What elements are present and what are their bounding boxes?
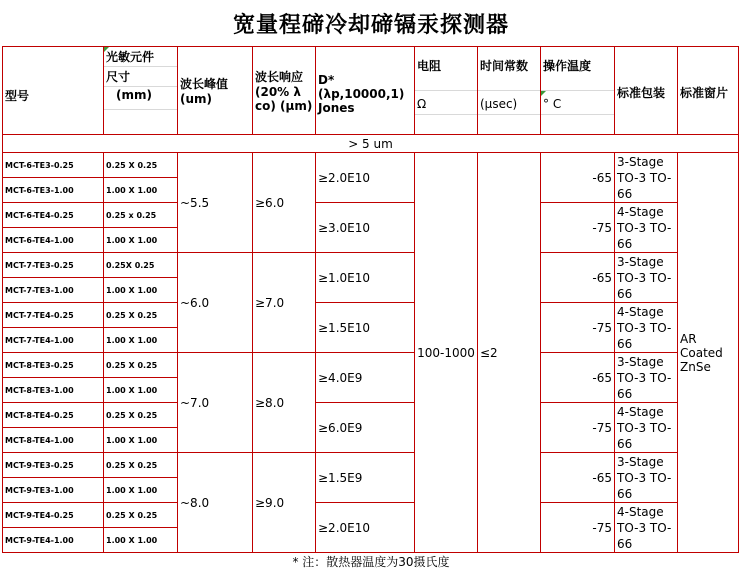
cell-size: 1.00 X 1.00 [104,528,178,553]
cell-peak: ~7.0 [178,353,253,453]
table-row [3,153,739,178]
cell-response-value: ≥6.0 [255,195,285,210]
cell-model: MCT-6-TE4-1.00 [3,228,104,253]
cell-op-temp: -75 [541,203,615,253]
cell-size: 1.00 X 1.00 [104,378,178,403]
cell-package: 4-Stage TO-3 TO-66 [615,403,678,453]
cell-size: 1.00 X 1.00 [104,328,178,353]
footnote: * 注：散热器温度为30摄氏度 [292,555,450,569]
cell-model: MCT-8-TE4-1.00 [3,428,104,453]
cell-response-value: ≥8.0 [255,395,285,410]
cell-peak: ~8.0 [178,453,253,553]
cell-model: MCT-7-TE4-1.00 [3,328,104,353]
cell-dstar: ≥3.0E10 [316,203,415,253]
cell-dstar: ≥1.5E9 [316,453,415,503]
header-time-const-label: 时间常数 [478,47,540,91]
cell-op-temp: -65 [541,153,615,203]
cell-model: MCT-6-TE4-0.25 [3,203,104,228]
cell-response [253,253,316,353]
header-dstar: D* (λp,10000,1) Jones [316,47,415,135]
cell-time-const: ≤2 [478,153,541,553]
cell-size: 0.25 X 0.25 [104,503,178,528]
cell-model: MCT-9-TE4-1.00 [3,528,104,553]
header-resistance-label: 电阻 [415,47,477,91]
cell-peak: ~5.5 [178,153,253,253]
header-op-temp-label: 操作温度 [541,47,614,91]
header-size-line1: 光敏元件 [104,47,177,67]
cell-size: 0.25 X 0.25 [104,303,178,328]
cell-size: 0.25 X 0.25 [104,453,178,478]
cell-model: MCT-6-TE3-1.00 [3,178,104,203]
band-label: > 5 um [3,135,739,153]
table-row [3,303,739,328]
cell-package: 4-Stage TO-3 TO-66 [615,503,678,553]
cell-package: 3-Stage TO-3 TO-66 [615,253,678,303]
cell-size: 0.25 X 0.25 [104,153,178,178]
cell-package: 4-Stage TO-3 TO-66 [615,203,678,253]
header-size-line3: (mm) [104,87,177,110]
cell-size: 0.25 x 0.25 [104,203,178,228]
cell-dstar: ≥2.0E10 [316,153,415,203]
table-row [3,503,739,528]
cell-op-temp: -65 [541,253,615,303]
cell-size: 1.00 X 1.00 [104,478,178,503]
cell-dstar: ≥1.0E10 [316,253,415,303]
table-row [3,403,739,428]
cell-size: 0.25 X 0.25 [104,353,178,378]
cell-response-value: ≥7.0 [255,295,285,310]
cell-op-temp: -65 [541,353,615,403]
cell-dstar: ≥1.5E10 [316,303,415,353]
header-size [104,47,178,135]
header-response: 波长响应(20% λ co) (μm) [253,47,316,135]
cell-model: MCT-9-TE3-1.00 [3,478,104,503]
header-time-const-unit: (μsec) [478,91,540,115]
cell-model: MCT-8-TE3-1.00 [3,378,104,403]
header-op-temp-unit: ° C [541,91,614,115]
cell-model: MCT-7-TE3-0.25 [3,253,104,278]
header-model: 型号 [3,47,104,135]
spec-table [2,46,739,553]
cell-package: 3-Stage TO-3 TO-66 [615,353,678,403]
page-title: 宽量程碲冷却碲镉汞探测器 [232,11,509,38]
cell-size: 1.00 X 1.00 [104,278,178,303]
cell-model: MCT-6-TE3-0.25 [3,153,104,178]
cell-model: MCT-7-TE4-0.25 [3,303,104,328]
cell-size: 0.25X 0.25 [104,253,178,278]
cell-response [253,453,316,553]
header-op-temp [541,47,615,135]
cell-model: MCT-9-TE4-0.25 [3,503,104,528]
cell-model: MCT-8-TE4-0.25 [3,403,104,428]
cell-op-temp: -65 [541,453,615,503]
cell-size: 1.00 X 1.00 [104,178,178,203]
cell-resistance: 100-1000 [415,153,478,553]
cell-op-temp: -75 [541,503,615,553]
cell-op-temp: -75 [541,403,615,453]
cell-op-temp: -75 [541,303,615,353]
cell-window: AR Coated ZnSe [678,153,739,553]
header-time-const [478,47,541,135]
cell-size: 1.00 X 1.00 [104,228,178,253]
cell-response-value: ≥9.0 [255,495,285,510]
table-row [3,253,739,278]
cell-size: 0.25 X 0.25 [104,403,178,428]
cell-model: MCT-7-TE3-1.00 [3,278,104,303]
cell-response [253,353,316,453]
cell-size: 1.00 X 1.00 [104,428,178,453]
header-peak: 波长峰值(um) [178,47,253,135]
header-size-line2: 尺寸 [104,67,177,87]
cell-dstar: ≥2.0E10 [316,503,415,553]
cell-response [253,153,316,253]
cell-dstar: ≥4.0E9 [316,353,415,403]
cell-package: 3-Stage TO-3 TO-66 [615,453,678,503]
cell-peak: ~6.0 [178,253,253,353]
table-row [3,453,739,478]
cell-model: MCT-8-TE3-0.25 [3,353,104,378]
cell-package: 3-Stage TO-3 TO-66 [615,153,678,203]
table-row [3,353,739,378]
header-package: 标准包装 [615,47,678,135]
cell-dstar: ≥6.0E9 [316,403,415,453]
table-row [3,203,739,228]
header-resistance [415,47,478,135]
header-resistance-unit: Ω [415,91,477,115]
cell-package: 4-Stage TO-3 TO-66 [615,303,678,353]
header-window: 标准窗片 [678,47,739,135]
cell-model: MCT-9-TE3-0.25 [3,453,104,478]
